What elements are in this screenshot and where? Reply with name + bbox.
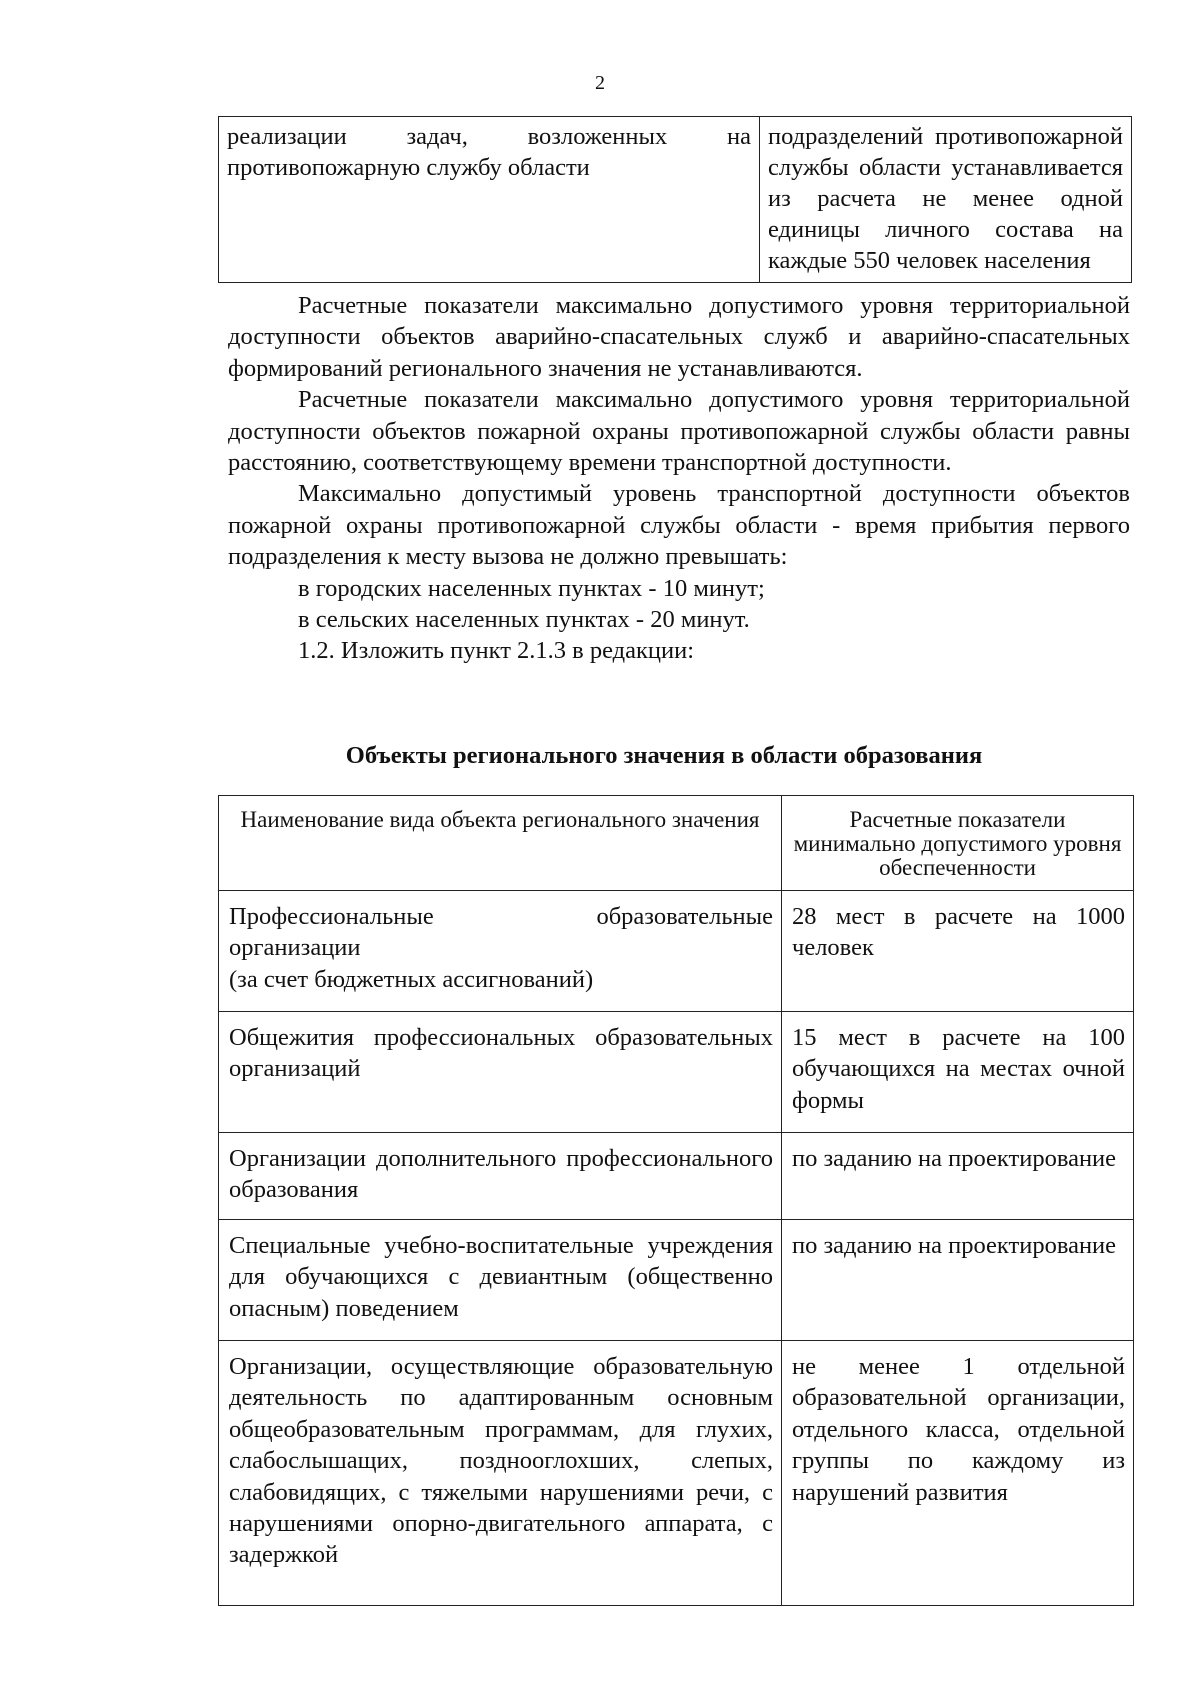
- indicator-value-cell: 28 мест в расчете на 1000 человек: [782, 891, 1134, 1012]
- indicator-value-cell: по заданию на проектирование: [782, 1133, 1134, 1220]
- indicator-value-cell: 15 мест в расчете на 100 обучающихся на местах очной формы: [782, 1012, 1134, 1133]
- table-row: [219, 117, 1132, 283]
- table-row: [219, 1012, 1134, 1133]
- indicator-value-cell: по заданию на проектирование: [782, 1220, 1134, 1341]
- paragraph-fire-accessibility: Расчетные показатели максимально допустимого уровня территориальной доступности объектов пожарной охраны противопожарной службы области равны расстоянию, соответствующему времени транспортной доступности.: [228, 386, 1130, 477]
- table-row: [219, 891, 1134, 1012]
- page-number: 2: [595, 72, 605, 94]
- object-name-cell: [219, 891, 782, 1012]
- section-title: Объекты регионального значения в области образования: [345, 742, 983, 769]
- table-row: [219, 1220, 1134, 1341]
- object-name-line: (за счет бюджетных ассигнований): [229, 965, 594, 993]
- indicator-cell: подразделений противопожарной службы области устанавливается из расчета не менее одной единицы личного состава на каждые 550 человек населения: [760, 117, 1132, 283]
- paragraph-amendment: 1.2. Изложить пункт 2.1.3 в редакции:: [298, 637, 695, 665]
- table-row: [219, 1133, 1134, 1220]
- table-row: [219, 1341, 1134, 1606]
- education-objects-table: [218, 795, 1134, 1606]
- paragraph-rural-time: в сельских населенных пунктах - 20 минут.: [298, 606, 750, 634]
- object-type-cell: реализации задач, возложенных на противопожарную службу области: [219, 117, 760, 283]
- object-name-cell: Организации дополнительного профессионального образования: [219, 1133, 782, 1220]
- paragraph-emergency-services: Расчетные показатели максимально допустимого уровня территориальной доступности объектов аварийно-спасательных служб и аварийно-спасательных формирований регионального значения не устанавливаются.: [228, 292, 1130, 382]
- paragraph-urban-time: в городских населенных пунктах - 10 минут;: [298, 574, 765, 602]
- column-header-object-name: Наименование вида объекта регионального значения: [219, 796, 782, 891]
- indicator-value-cell: не менее 1 отдельной образовательной организации, отдельного класса, отдельной группы по каждому из нарушений развития: [782, 1341, 1134, 1606]
- object-name-cell: Организации, осуществляющие образовательную деятельность по адаптированным основным общеобразовательным программам, для глухих, слабослышащих, позднооглохших, слепых, слабовидящих, с тяжелыми нарушениями речи, с нарушениями опорно-двигательного аппарата, с задержкой: [219, 1341, 782, 1606]
- document-body: [228, 290, 1130, 667]
- continued-fire-service-table: [218, 116, 1132, 283]
- object-name-cell: Специальные учебно-воспитательные учреждения для обучающихся с девиантным (общественно опасным) поведением: [219, 1220, 782, 1341]
- object-name-cell: Общежития профессиональных образовательных организаций: [219, 1012, 782, 1133]
- column-header-indicators: Расчетные показатели минимально допустимого уровня обеспеченности: [782, 796, 1134, 891]
- table-header-row: [219, 796, 1134, 891]
- paragraph-max-arrival-time: Максимально допустимый уровень транспортной доступности объектов пожарной охраны противопожарной службы области - время прибытия первого подразделения к месту вызова не должно превышать:: [228, 480, 1130, 571]
- object-name-line: организации: [229, 934, 361, 962]
- object-name-line: Профессиональные образовательные: [229, 903, 773, 930]
